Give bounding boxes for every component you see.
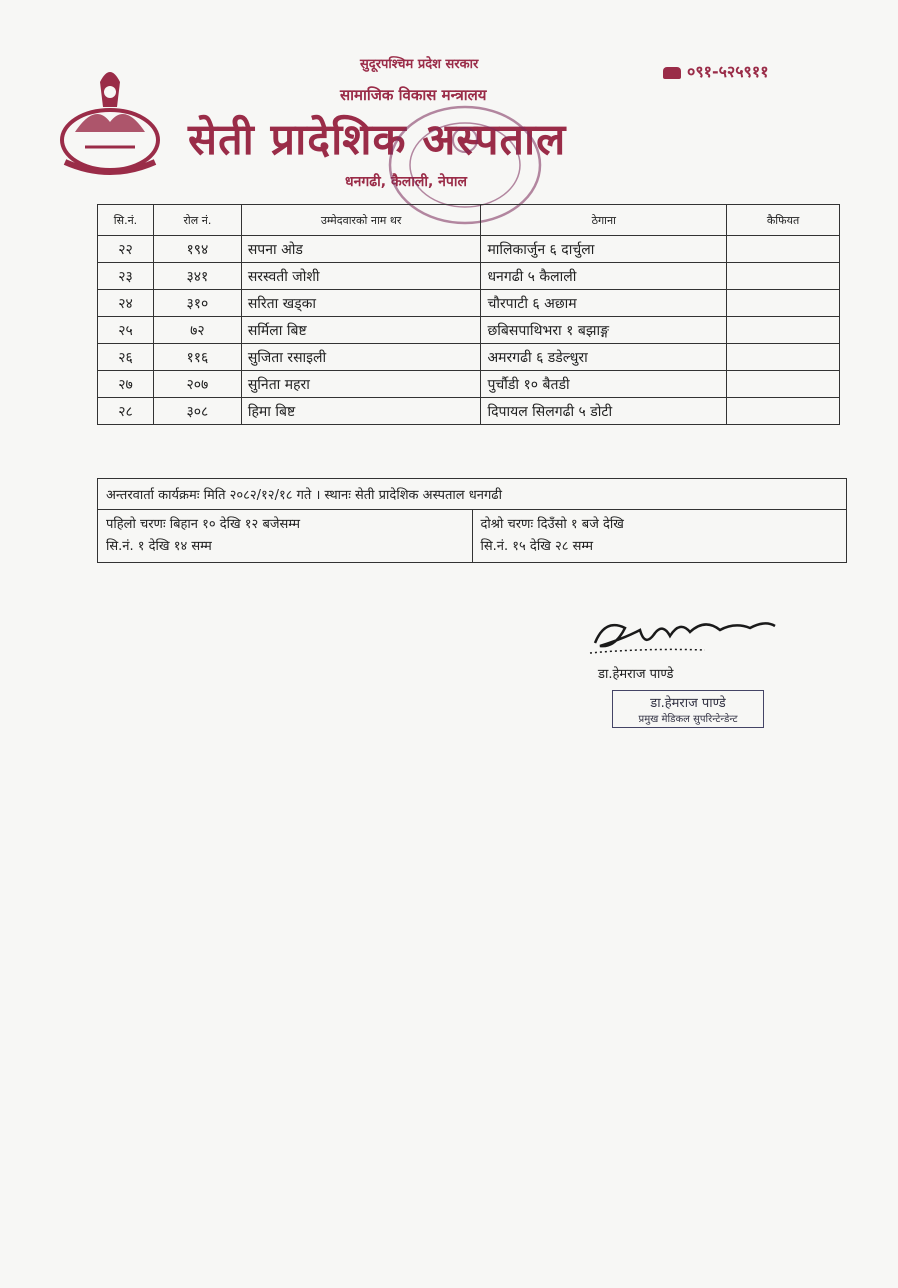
- telephone-icon: [663, 67, 681, 79]
- cell-name: सुनिता महरा: [241, 371, 481, 398]
- col-name: उम्मेदवारको नाम थर: [241, 205, 481, 236]
- cell-address: धनगढी ५ कैलाली: [481, 263, 727, 290]
- candidate-table: [97, 204, 840, 425]
- cell-roll: ३०८: [153, 398, 241, 425]
- ministry-heading: सामाजिक विकास मन्त्रालय: [340, 86, 487, 104]
- table-header-row: [98, 205, 840, 236]
- col-remark: कैफियत: [727, 205, 840, 236]
- col-roll: रोल नं.: [153, 205, 241, 236]
- cell-roll: २०७: [153, 371, 241, 398]
- cell-address: मालिकार्जुन ६ दार्चुला: [481, 236, 727, 263]
- cell-remark: [727, 398, 840, 425]
- cell-roll: ३४१: [153, 263, 241, 290]
- table-row: [98, 236, 840, 263]
- cell-roll: १९४: [153, 236, 241, 263]
- first-phase-range: सि.नं. १ देखि १४ सम्म: [106, 539, 212, 554]
- table-row: [98, 263, 840, 290]
- hospital-address: धनगढी, कैलाली, नेपाल: [345, 174, 467, 190]
- cell-roll: ७२: [153, 317, 241, 344]
- hospital-name: सेती प्रादेशिक अस्पताल: [188, 115, 567, 165]
- table-row: [98, 344, 840, 371]
- cell-remark: [727, 290, 840, 317]
- cell-name: सरस्वती जोशी: [241, 263, 481, 290]
- stamp-name: डा.हेमराज पाण्डे: [650, 696, 726, 711]
- cell-name: सपना ओड: [241, 236, 481, 263]
- cell-address: पुर्चौडी १० बैतडी: [481, 371, 727, 398]
- table-row: [98, 290, 840, 317]
- cell-sn: २७: [98, 371, 154, 398]
- cell-name: सुजिता रसाइली: [241, 344, 481, 371]
- cell-roll: ३१०: [153, 290, 241, 317]
- cell-sn: २४: [98, 290, 154, 317]
- phone-number: [663, 60, 769, 82]
- stamp-title: प्रमुख मेडिकल सुपरिन्टेन्डेन्ट: [638, 714, 738, 725]
- second-phase-range: सि.नं. १५ देखि २८ सम्म: [480, 539, 594, 554]
- col-address: ठेगाना: [481, 205, 727, 236]
- cell-sn: २६: [98, 344, 154, 371]
- table-row: [98, 317, 840, 344]
- cell-sn: २८: [98, 398, 154, 425]
- cell-name: सर्मिला बिष्ट: [241, 317, 481, 344]
- official-stamp: [612, 690, 764, 728]
- interview-schedule: [97, 478, 847, 563]
- first-phase: [98, 510, 472, 562]
- cell-name: सरिता खड्का: [241, 290, 481, 317]
- cell-roll: ११६: [153, 344, 241, 371]
- table-row: [98, 398, 840, 425]
- cell-address: छबिसपाथिभरा १ बझाङ्ग: [481, 317, 727, 344]
- government-heading: सुदूरपश्चिम प्रदेश सरकार: [360, 57, 479, 72]
- cell-sn: २२: [98, 236, 154, 263]
- first-phase-time: पहिलो चरणः बिहान १० देखि १२ बजेसम्म: [106, 517, 300, 532]
- cell-address: अमरगढी ६ डडेल्धुरा: [481, 344, 727, 371]
- col-sn: सि.नं.: [98, 205, 154, 236]
- table-row: [98, 371, 840, 398]
- nepal-emblem-icon: [55, 62, 165, 177]
- cell-remark: [727, 317, 840, 344]
- phone-text: ०९१-५२५९११: [687, 62, 769, 81]
- cell-address: चौरपाटी ६ अछाम: [481, 290, 727, 317]
- schedule-program: अन्तरवार्ता कार्यक्रमः मिति २०८२/१२/१८ गते । स्थानः सेती प्रादेशिक अस्पताल धनगढी: [98, 479, 846, 510]
- schedule-phases: [98, 510, 846, 562]
- cell-remark: [727, 371, 840, 398]
- cell-remark: [727, 236, 840, 263]
- cell-remark: [727, 344, 840, 371]
- cell-address: दिपायल सिलगढी ५ डोटी: [481, 398, 727, 425]
- cell-remark: [727, 263, 840, 290]
- signature-icon: [585, 608, 785, 663]
- second-phase-time: दोश्रो चरणः दिउँसो १ बजे देखि: [480, 517, 624, 532]
- second-phase: [472, 510, 847, 562]
- cell-sn: २३: [98, 263, 154, 290]
- signer-name: डा.हेमराज पाण्डे: [598, 667, 674, 682]
- cell-name: हिमा बिष्ट: [241, 398, 481, 425]
- cell-sn: २५: [98, 317, 154, 344]
